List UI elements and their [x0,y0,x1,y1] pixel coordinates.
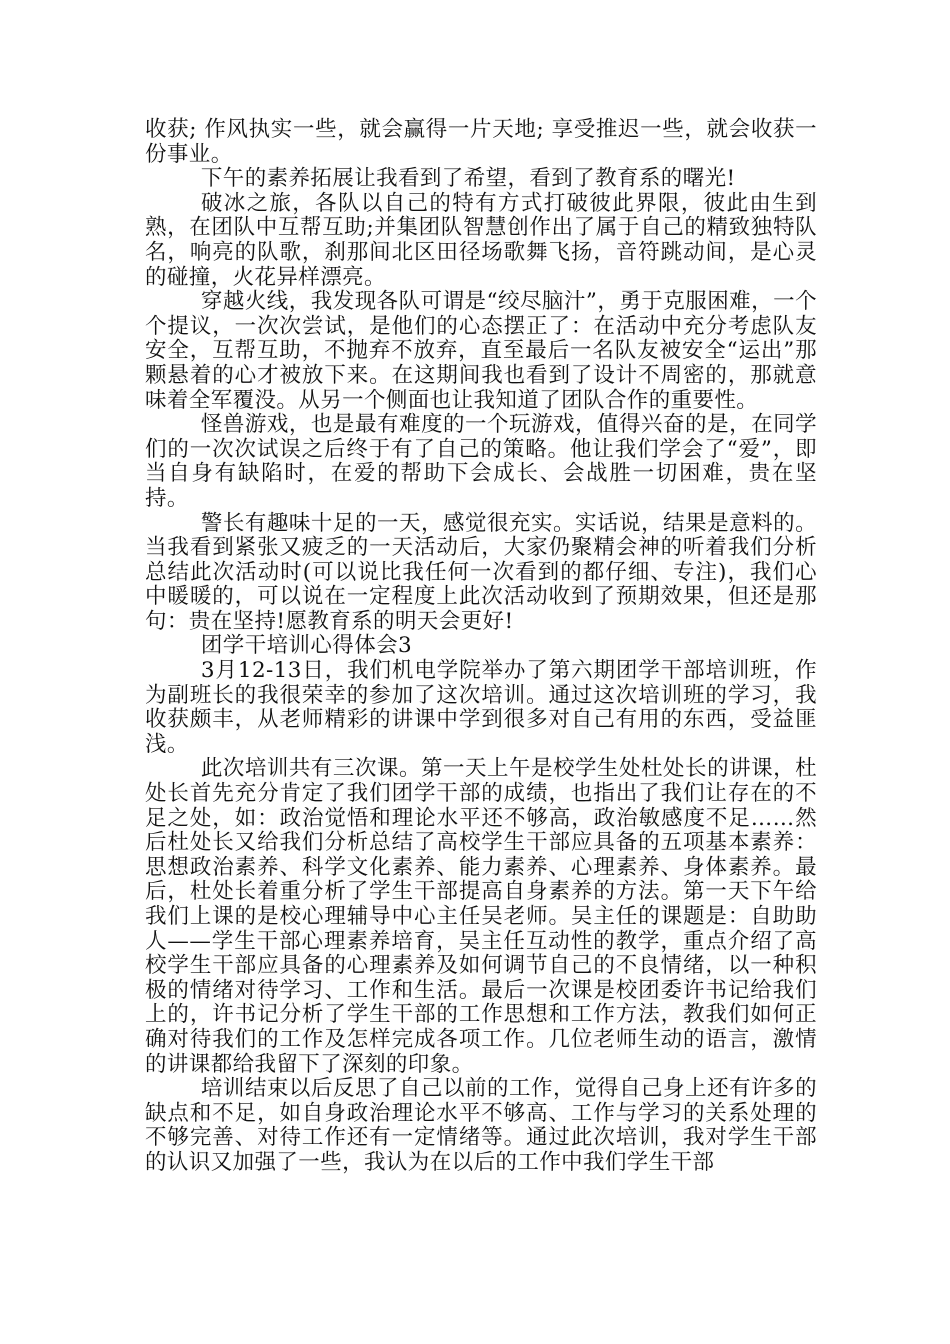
paragraph: 警长有趣味十足的一天，感觉很充实。实话说，结果是意料的。当我看到紧张又疲乏的一天活动后，大家仍聚精会神的听着我们分析总结此次活动时(可以说比我任何一次看到的都仔细、专注)，我们心中暖暖的，可以说在一定程度上此次活动收到了预期效果，但还是那句：贵在坚持!愿教育系的明天会更好! [145,510,817,634]
paragraph: 3月12-13日，我们机电学院举办了第六期团学干部培训班，作为副班长的我很荣幸的参加了这次培训。通过这次培训班的学习，我收获颇丰，从老师精彩的讲课中学到很多对自己有用的东西，受益匪浅。 [145,658,817,757]
paragraph: 怪兽游戏，也是最有难度的一个玩游戏，值得兴奋的是，在同学们的一次次试误之后终于有了自己的策略。他让我们学会了“爱”，即当自身有缺陷时，在爱的帮助下会成长、会战胜一切困难，贵在坚持。 [145,412,817,511]
paragraph: 下午的素养拓展让我看到了希望，看到了教育系的曙光! [200,166,736,192]
paragraph: 穿越火线，我发现各队可谓是“绞尽脑汁”，勇于克服困难，一个个提议，一次次尝试，是他们的心态摆正了：在活动中充分考虑队友安全，互帮互助，不抛弃不放弃，直至最后一名队友被安全“运出”那颗悬着的心才被放下来。在这期间我也看到了设计不周密的，那就意味着全军覆没。从另一个侧面也让我知道了团队合作的重要性。 [145,289,817,413]
paragraph: 此次培训共有三次课。第一天上午是校学生处杜处长的讲课，杜处长首先充分肯定了我们团学干部的成绩，也指出了我们让存在的不足之处，如：政治觉悟和理论水平还不够高，政治敏感度不足……然后杜处长又给我们分析总结了高校学生干部应具备的五项基本素养：思想政治素养、科学文化素养、能力素养、心理素养、身体素养。最后，杜处长着重分析了学生干部提高自身素养的方法。第一天下午给我们上课的是校心理辅导中心主任吴老师。吴主任的课题是：自助助人——学生干部心理素养培育，吴主任互动性的教学，重点介绍了高校学生干部应具备的心理素养及如何调节自己的不良情绪，以一种积极的情绪对待学习、工作和生活。最后一次课是校团委许书记给我们上的，许书记分析了学生干部的工作思想和工作方法，教我们如何正确对待我们的工作及怎样完成各项工作。几位老师生动的语言，激情的讲课都给我留下了深刻的印象。 [145,756,817,1077]
section-heading: 团学干培训心得体会3 [200,633,413,659]
document-body [145,118,817,1176]
paragraph: 培训结束以后反思了自己以前的工作，觉得自己身上还有许多的缺点和不足，如自身政治理论水平不够高、工作与学习的关系处理的不够完善、对待工作还有一定情绪等。通过此次培训，我对学生干部的认识又加强了一些，我认为在以后的工作中我们学生干部 [145,1076,817,1175]
paragraph: 破冰之旅，各队以自己的特有方式打破彼此界限，彼此由生到熟，在团队中互帮互助;并集团队智慧创作出了属于自己的精致独特队名，响亮的队歌，刹那间北区田径场歌舞飞扬，音符跳动间，是心灵的碰撞，火花异样漂亮。 [145,190,817,290]
paragraph: 收获; 作风执实一些，就会赢得一片天地; 享受推迟一些，就会收获一份事业。 [145,117,817,167]
